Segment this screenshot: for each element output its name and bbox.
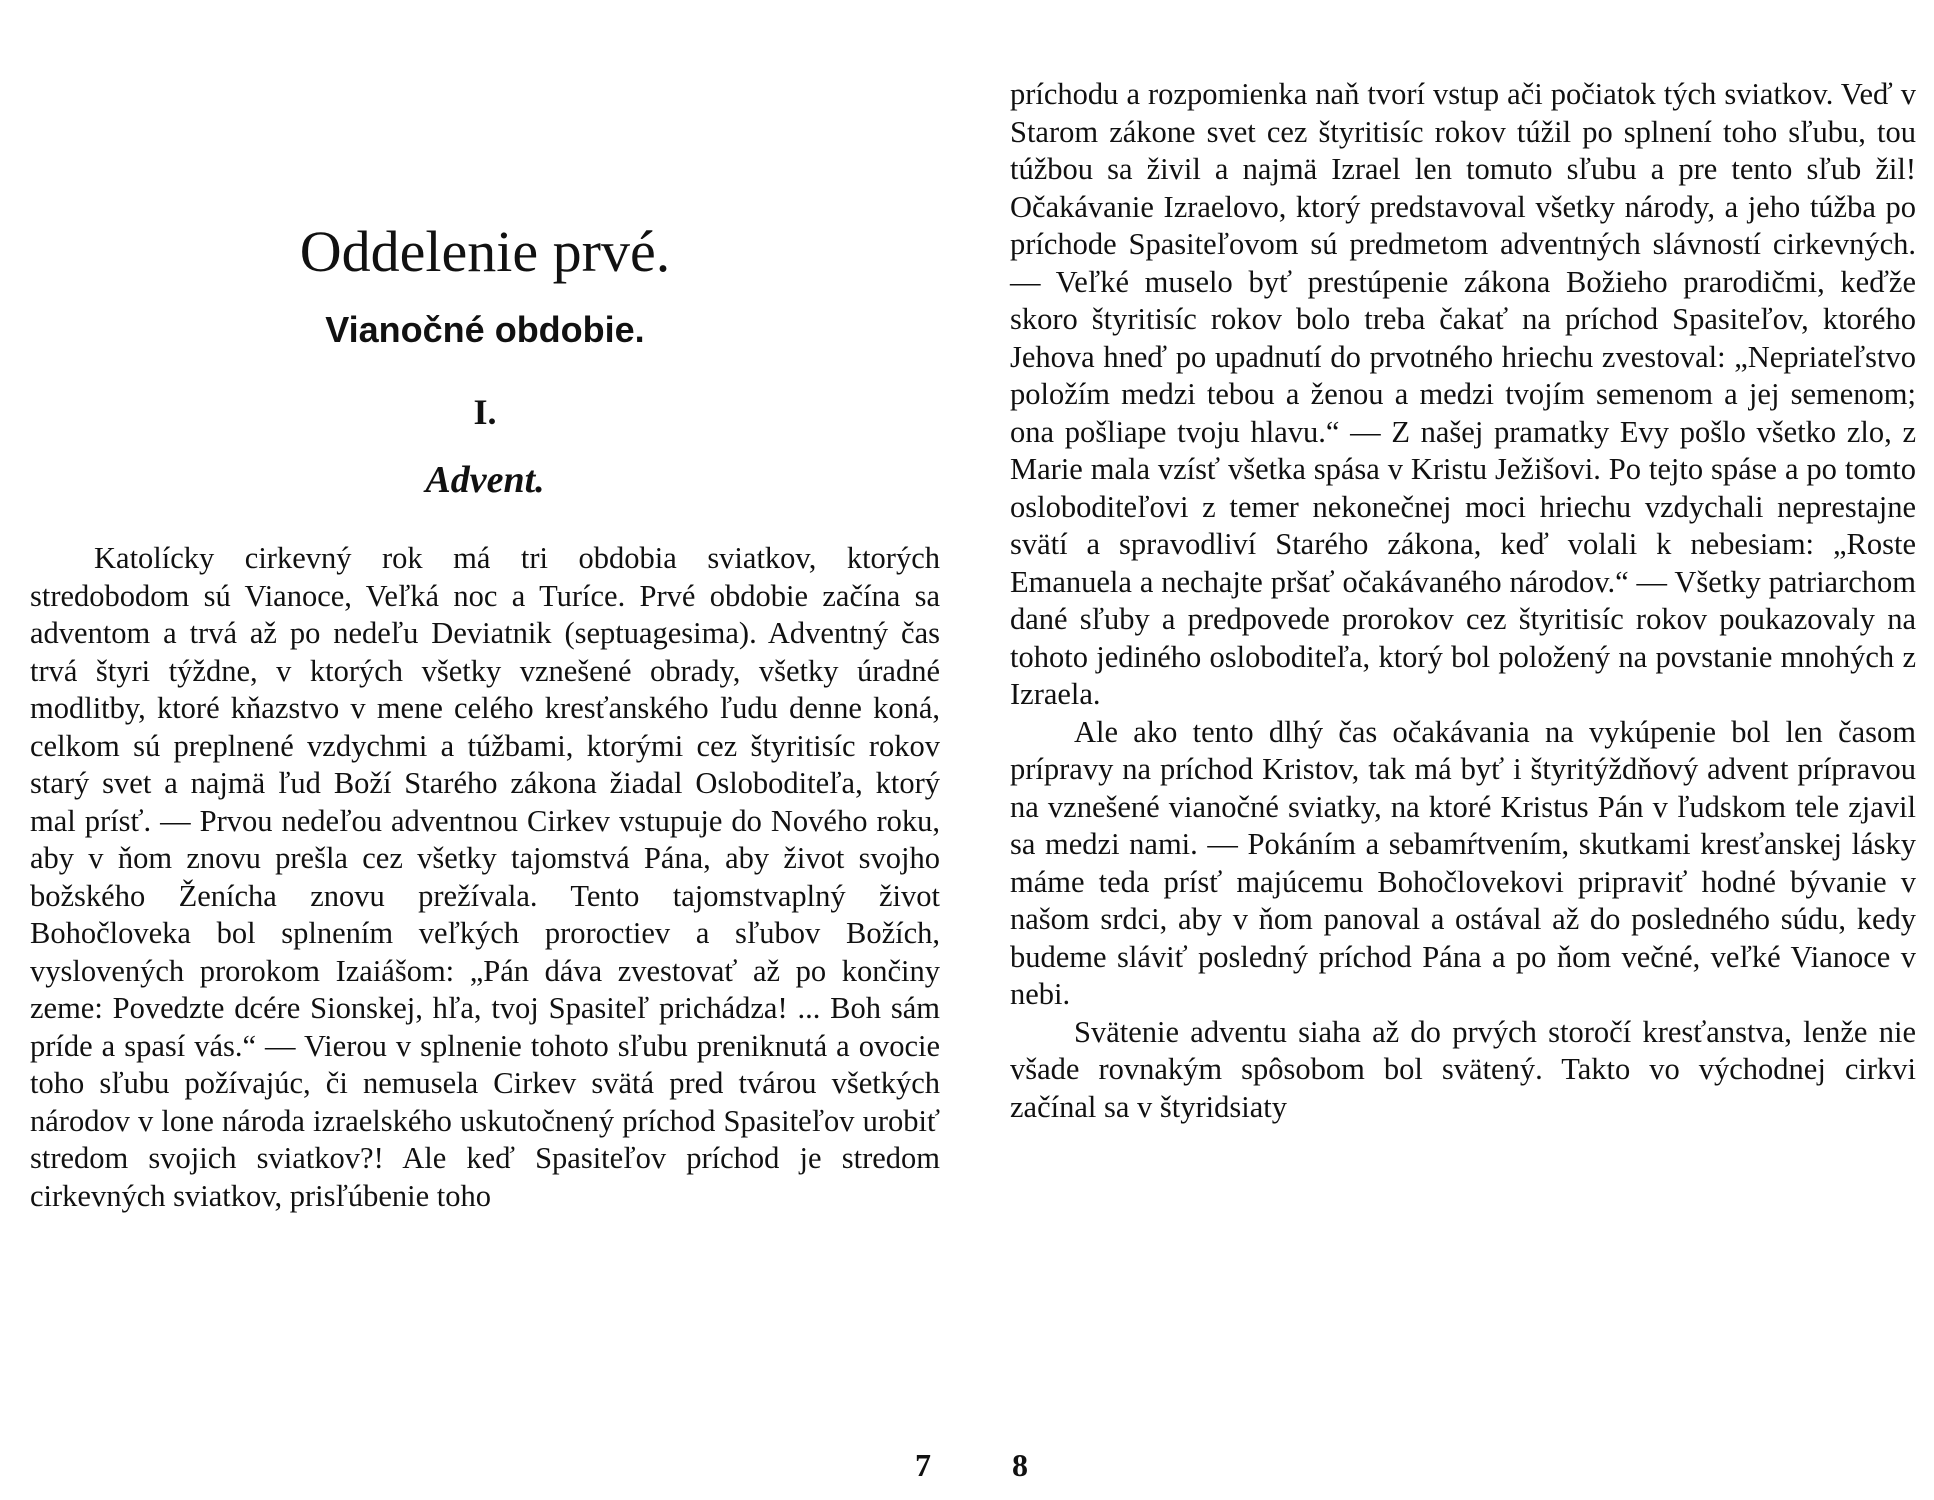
section-title: Advent. bbox=[425, 459, 545, 501]
page-number-right: 8 bbox=[1012, 1447, 1028, 1483]
left-page-body bbox=[30, 540, 940, 1215]
chapter-title: Oddelenie prvé. bbox=[299, 219, 671, 284]
section-number: I. bbox=[473, 392, 497, 432]
right-page-body bbox=[1010, 76, 1916, 1126]
period-title: Vianočné obdobie. bbox=[325, 309, 645, 350]
body-paragraph: Katolícky cirkevný rok má tri obdobia sviatkov, ktorých stredobodom sú Vianoce, Veľká noc a Turíce. Prvé obdobie začína sa adventom a trvá až po nedeľu Deviatnik (septuagesima). Adventný čas trvá štyri týždne, v ktorých všetky vznešené obrady, všetky úradné modlitby, ktoré kňazstvo v mene celého kresťanského ľudu denne koná, celkom sú preplnené vzdychmi a túžbami, ktorými cez štyritisíc rokov starý svet a najmä ľud Boží Starého zákona žiadal Osloboditeľa, ktorý mal prísť. — Prvou nedeľou adventnou Cirkev vstupuje do Nového roku, aby v ňom znovu prešla cez všetky tajomstvá Pána, aby život svojho božského Ženícha znovu prežívala. Tento tajomstvaplný život Bohočloveka bol splnením veľkých proroctiev a sľubov Božích, vyslovených prorokom Izaiášom: „Pán dáva zvestovať až po končiny zeme: Povedzte dcére Sionskej, hľa, tvoj Spasiteľ prichádza! ... Boh sám príde a spasí vás.“ — Vierou v splnenie tohoto sľubu preniknutá a ovocie toho sľubu požívajúc, či nemusela Cirkev svätá pred tvárou všetkých národov v lone národa izraelského uskutočnený príchod Spasiteľov urobiť stredom svojich sviatkov?! Ale keď Spasiteľov príchod je stredom cirkevných sviatkov, prisľúbenie toho bbox=[30, 541, 940, 1213]
body-paragraph: Svätenie adventu siaha až do prvých storočí kresťanstva, lenže nie všade rovnakým spôsobom bol svätený. Takto vo východnej cirkvi začínal sa v štyridsiaty bbox=[1010, 1014, 1916, 1124]
body-paragraph: Ale ako tento dlhý čas očakávania na vykúpenie bol len časom prípravy na príchod Kristov, tak má byť i štyritýždňový advent prípravou na vznešené vianočné sviatky, na ktoré Kristus Pán v ľudskom tele zjavil sa medzi nami. — Pokáním a sebamŕtvením, skutkami kresťanskej lásky máme teda prísť majúcemu Bohočlovekovi pripraviť hodné bývanie v našom srdci, aby v ňom panoval a ostával až do posledného súdu, kedy budeme sláviť posledný príchod Pána a po ňom večné, veľké Vianoce v nebi. bbox=[1010, 714, 1916, 1011]
body-paragraph: príchodu a rozpomienka naň tvorí vstup ači počiatok tých sviatkov. Veď v Starom zákone svet cez štyritisíc rokov túžil po splnení toho sľubu, tou túžbou sa živil a najmä Izrael len tomuto sľubu a pre tento sľub žil! Očakávanie Izraelovo, ktorý predstavoval všetky národy, a jeho túžba po príchode Spasiteľovom sú predmetom adventných slávností cirkevných. — Veľké muselo byť prestúpenie zákona Božieho prarodičmi, keďže skoro štyritisíc rokov bolo treba čakať na príchod Spasiteľov, ktorého Jehova hneď po upadnutí do prvotného hriechu zvestoval: „Nepriateľstvo položím medzi tebou a ženou a medzi tvojím semenom a jej semenom; ona pošliape tvoju hlavu.“ — Z našej pramatky Evy pošlo všetko zlo, z Marie mala vzísť všetka spása v Kristu Ježišovi. Po tejto spáse a po tomto osloboditeľovi z temer nekonečnej moci hriechu vzdychali neprestajne svätí a spravodliví Starého zákona, keď volali k nebesiam: „Roste Emanuela a nechajte pršať očakávaného národov.“ — Všetky patriarchom dané sľuby a predpovede prorokov cez štyritisíc rokov poukazovaly na tohoto jediného osloboditeľa, ktorý bol položený na povstanie mnohých z Izraela. bbox=[1010, 77, 1916, 711]
page-number-left: 7 bbox=[915, 1447, 931, 1483]
